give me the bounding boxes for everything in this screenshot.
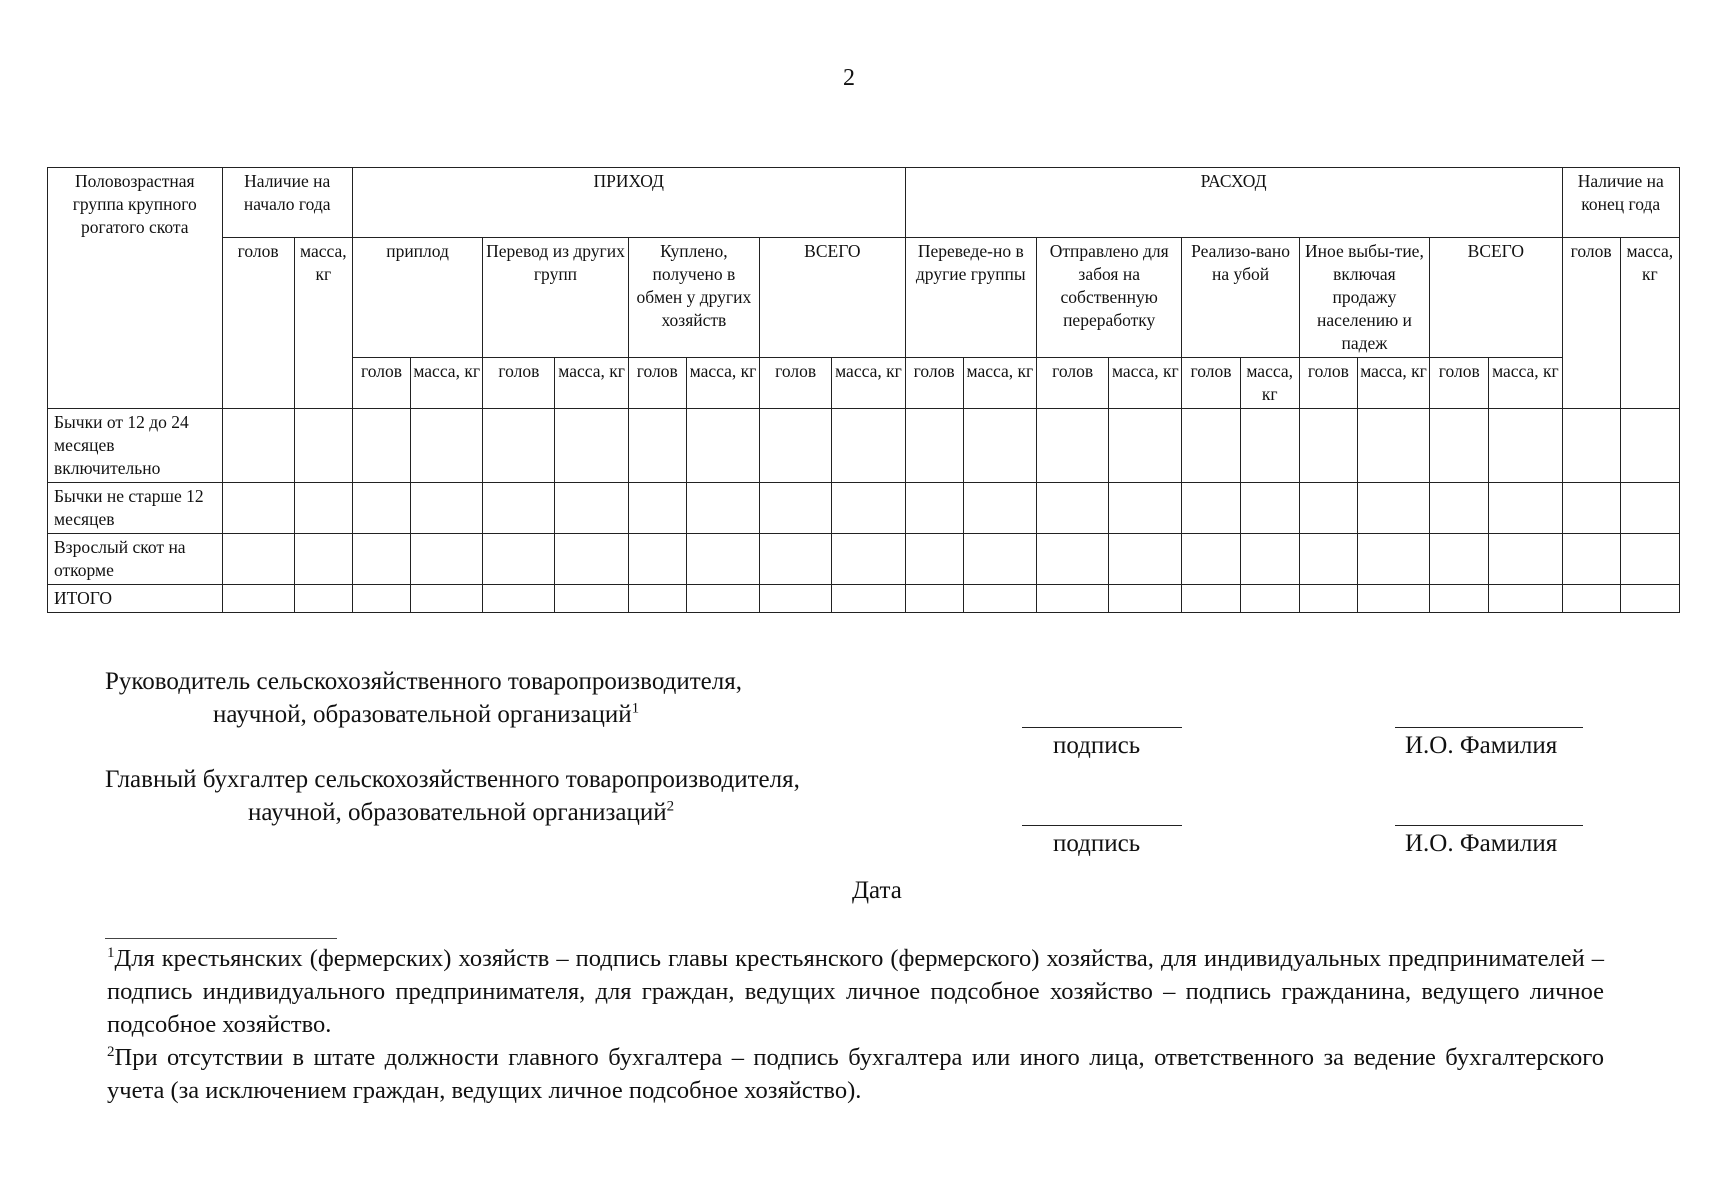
header-end-heads: голов [1562,238,1620,409]
data-cell[interactable] [1182,409,1240,483]
unit-mass-cell: масса, кг [1489,358,1562,409]
data-cell[interactable] [1489,585,1562,613]
data-cell[interactable] [1562,534,1620,585]
data-cell[interactable] [963,585,1036,613]
header-expense: РАСХОД [905,168,1562,238]
data-cell[interactable] [222,483,294,534]
data-cell[interactable] [222,409,294,483]
data-cell[interactable] [411,409,483,483]
header-income-transfer: Перевод из других групп [483,238,628,358]
manager-signature-caption: подпись [1053,732,1141,759]
data-cell[interactable] [1182,483,1240,534]
unit-mass-cell: масса, кг [832,358,905,409]
manager-name-caption: И.О. Фамилия [1405,732,1558,759]
data-cell[interactable] [628,585,686,613]
unit-mass-cell: масса, кг [1240,358,1299,409]
data-cell[interactable] [294,483,352,534]
header-start: Наличие на начало года [222,168,352,238]
header-start-heads: голов [222,238,294,409]
unit-heads-cell: голов [1430,358,1489,409]
data-cell[interactable] [963,483,1036,534]
data-cell[interactable] [411,483,483,534]
header-income: ПРИХОД [352,168,905,238]
data-cell[interactable] [1109,585,1182,613]
accountant-name-line [1395,825,1583,826]
manager-signature-line [1022,727,1182,728]
header-start-mass: масса, кг [294,238,352,409]
row-label: Бычки от 12 до 24 месяцев включительно [48,409,223,483]
header-end: Наличие на конец года [1562,168,1679,238]
data-cell[interactable] [352,409,410,483]
data-cell[interactable] [555,534,628,585]
data-cell[interactable] [760,534,832,585]
unit-heads-cell: голов [628,358,686,409]
data-cell[interactable] [483,409,555,483]
data-cell[interactable] [483,483,555,534]
data-cell[interactable] [1357,409,1429,483]
data-cell[interactable] [1182,585,1240,613]
header-income-total: ВСЕГО [760,238,906,358]
data-cell[interactable] [411,585,483,613]
data-cell[interactable] [352,483,410,534]
data-cell[interactable] [352,534,410,585]
data-cell[interactable] [1036,534,1108,585]
data-cell[interactable] [1620,409,1679,483]
accountant-signature-line [1022,825,1182,826]
data-cell[interactable] [905,534,963,585]
header-expense-total: ВСЕГО [1430,238,1562,358]
data-cell[interactable] [1182,534,1240,585]
data-cell[interactable] [1562,585,1620,613]
unit-mass-cell: масса, кг [1109,358,1182,409]
data-cell[interactable] [628,483,686,534]
data-cell[interactable] [294,534,352,585]
data-cell[interactable] [1430,409,1489,483]
data-cell[interactable] [555,409,628,483]
unit-heads-cell: голов [1182,358,1240,409]
data-cell[interactable] [1240,483,1299,534]
data-cell[interactable] [760,585,832,613]
manager-name-line [1395,727,1583,728]
data-cell[interactable] [832,585,905,613]
header-expense-transferred: Переведе-но в другие группы [905,238,1036,358]
data-cell[interactable] [483,585,555,613]
data-cell[interactable] [1620,585,1679,613]
unit-heads-cell: голов [483,358,555,409]
livestock-movement-table [47,167,1680,613]
header-end-mass: масса, кг [1620,238,1679,409]
data-cell[interactable] [905,483,963,534]
data-cell[interactable] [1299,409,1357,483]
data-cell[interactable] [352,585,410,613]
data-cell[interactable] [905,409,963,483]
header-group: Половозрастная группа крупного рогатого скота [48,168,223,409]
accountant-signature-title [105,763,800,829]
footnote-1: $^1$Для крестьянских (фермерских) хозяйств – подпись главы крестьянского (фермерского) хозяйства, для индивидуальных предпринимателей – подпись индивидуального предпринимателя, для граждан, ведущих личное подсобное хозяйство – подпись гражданина, ведущего личное подсобное хозяйство. [107,944,1604,1038]
table-row [48,409,1680,483]
data-cell[interactable] [760,483,832,534]
data-cell[interactable] [483,534,555,585]
unit-heads-cell: голов [1036,358,1108,409]
data-cell[interactable] [1240,585,1299,613]
data-cell[interactable] [1036,409,1108,483]
footnote-separator [105,938,337,939]
data-cell[interactable] [1109,409,1182,483]
data-cell[interactable] [1240,534,1299,585]
header-expense-sold: Реализо-вано на убой [1182,238,1299,358]
page-number: 2 [843,65,855,91]
data-cell[interactable] [832,483,905,534]
data-cell[interactable] [1299,483,1357,534]
data-cell[interactable] [832,534,905,585]
manager-signature-title [105,665,742,731]
data-cell[interactable] [1109,483,1182,534]
data-cell[interactable] [1240,409,1299,483]
data-cell[interactable] [411,534,483,585]
header-income-bought: Куплено, получено в обмен у других хозяйств [628,238,759,358]
data-cell[interactable] [1489,534,1562,585]
unit-mass-cell: масса, кг [555,358,628,409]
data-cell[interactable] [222,585,294,613]
footnote-2: $^2$При отсутствии в штате должности главного бухгалтера – подпись бухгалтера или иного лица, ответственного за ведение бухгалтерского учета (за исключением граждан, ведущих личное подсобное хозяйство). [107,1043,1604,1104]
data-cell[interactable] [222,534,294,585]
footnotes [107,942,1604,1107]
unit-mass-cell: масса, кг [963,358,1036,409]
data-cell[interactable] [628,534,686,585]
data-cell[interactable] [1562,483,1620,534]
data-cell[interactable] [686,585,759,613]
data-cell[interactable] [1430,483,1489,534]
data-cell[interactable] [1299,585,1357,613]
data-cell[interactable] [1430,585,1489,613]
unit-heads-cell: голов [1299,358,1357,409]
data-cell[interactable] [294,585,352,613]
data-cell[interactable] [760,409,832,483]
data-cell[interactable] [1357,534,1429,585]
data-cell[interactable] [686,483,759,534]
data-cell[interactable] [1489,483,1562,534]
data-cell[interactable] [1357,483,1429,534]
table-row [48,585,1680,613]
accountant-signature-caption: подпись [1053,830,1141,857]
header-income-births: приплод [352,238,482,358]
table-row [48,534,1680,585]
data-cell[interactable] [1562,409,1620,483]
data-cell[interactable] [555,585,628,613]
data-cell[interactable] [905,585,963,613]
accountant-title-line1: Главный бухгалтер сельскохозяйственного товаропроизводителя, [105,766,800,793]
accountant-name-caption: И.О. Фамилия [1405,830,1558,857]
header-expense-slaughter: Отправлено для забоя на собственную переработку [1036,238,1181,358]
unit-heads-cell: голов [760,358,832,409]
data-cell[interactable] [1620,483,1679,534]
unit-mass-cell: масса, кг [686,358,759,409]
row-label: ИТОГО [48,585,223,613]
unit-heads-cell: голов [905,358,963,409]
row-label: Бычки не старше 12 месяцев [48,483,223,534]
data-cell[interactable] [832,409,905,483]
data-cell[interactable] [294,409,352,483]
manager-title-line1: Руководитель сельскохозяйственного товаропроизводителя, [105,668,742,695]
accountant-title-line2: научной, образовательной организаций$^2$ [248,798,675,826]
header-expense-other: Иное выбы-тие, включая продажу населению и падеж [1299,238,1429,358]
data-cell[interactable] [628,409,686,483]
data-cell[interactable] [1299,534,1357,585]
unit-mass-cell: масса, кг [411,358,483,409]
data-cell[interactable] [1620,534,1679,585]
data-cell[interactable] [963,409,1036,483]
unit-heads-cell: голов [352,358,410,409]
data-cell[interactable] [1109,534,1182,585]
data-cell[interactable] [1489,409,1562,483]
date-label: Дата [852,877,902,904]
data-cell[interactable] [1430,534,1489,585]
unit-mass-cell: масса, кг [1357,358,1429,409]
data-cell[interactable] [686,534,759,585]
row-label: Взрослый скот на откорме [48,534,223,585]
manager-title-line2: научной, образовательной организаций$^1$ [213,700,640,728]
data-cell[interactable] [1036,483,1108,534]
data-cell[interactable] [1357,585,1429,613]
data-cell[interactable] [686,409,759,483]
data-cell[interactable] [555,483,628,534]
data-cell[interactable] [963,534,1036,585]
data-cell[interactable] [1036,585,1108,613]
table-row [48,483,1680,534]
